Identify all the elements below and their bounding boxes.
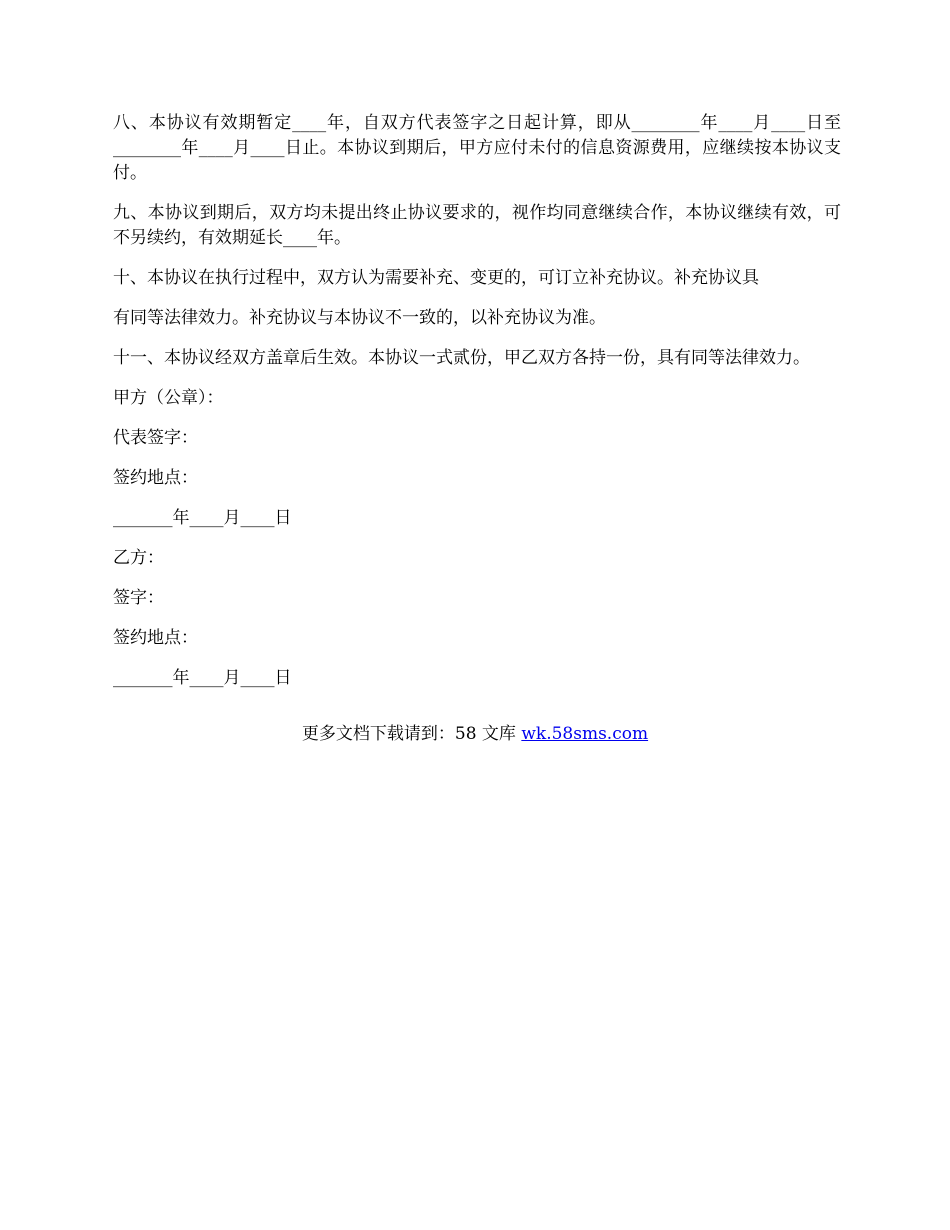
party-a-seal-label: 甲方（公章）： [113, 388, 224, 408]
party-a-representative-label: 代表签字： [113, 428, 198, 448]
party-a-date-line: _______年____月____日 [113, 508, 292, 528]
party-b-date-line: _______年____月____日 [113, 668, 292, 688]
footer-prefix: 更多文档下载请到：58 文库 [301, 724, 522, 744]
clause-10-part-2: 有同等法律效力。补充协议与本协议不一致的，以补充协议为准。 [113, 308, 606, 328]
footer [0, 722, 950, 747]
clause-9: 九、本协议到期后，双方均未提出终止协议要求的，视作均同意继续合作，本协议继续有效，可不另续约，有效期延长____年。 [113, 203, 841, 248]
clause-10-part-1: 十、本协议在执行过程中，双方认为需要补充、变更的，可订立补充协议。补充协议具 [113, 268, 759, 288]
footer-link[interactable]: wk.58sms.com [521, 724, 649, 744]
clause-8: 八、本协议有效期暂定____年，自双方代表签字之日起计算，即从________年____月____日至________年____月____日止。本协议到期后，甲方应付未付的信息资源费用，应继续按本协议支付。 [113, 113, 841, 183]
document-body [113, 111, 841, 706]
clause-11: 十一、本协议经双方盖章后生效。本协议一式贰份，甲乙双方各持一份，具有同等法律效力。 [113, 348, 810, 368]
party-a-location-label: 签约地点： [113, 468, 198, 488]
party-b-location-label: 签约地点： [113, 628, 198, 648]
party-b-signature-label: 签字： [113, 588, 164, 608]
party-b-name-label: 乙方： [113, 548, 164, 568]
